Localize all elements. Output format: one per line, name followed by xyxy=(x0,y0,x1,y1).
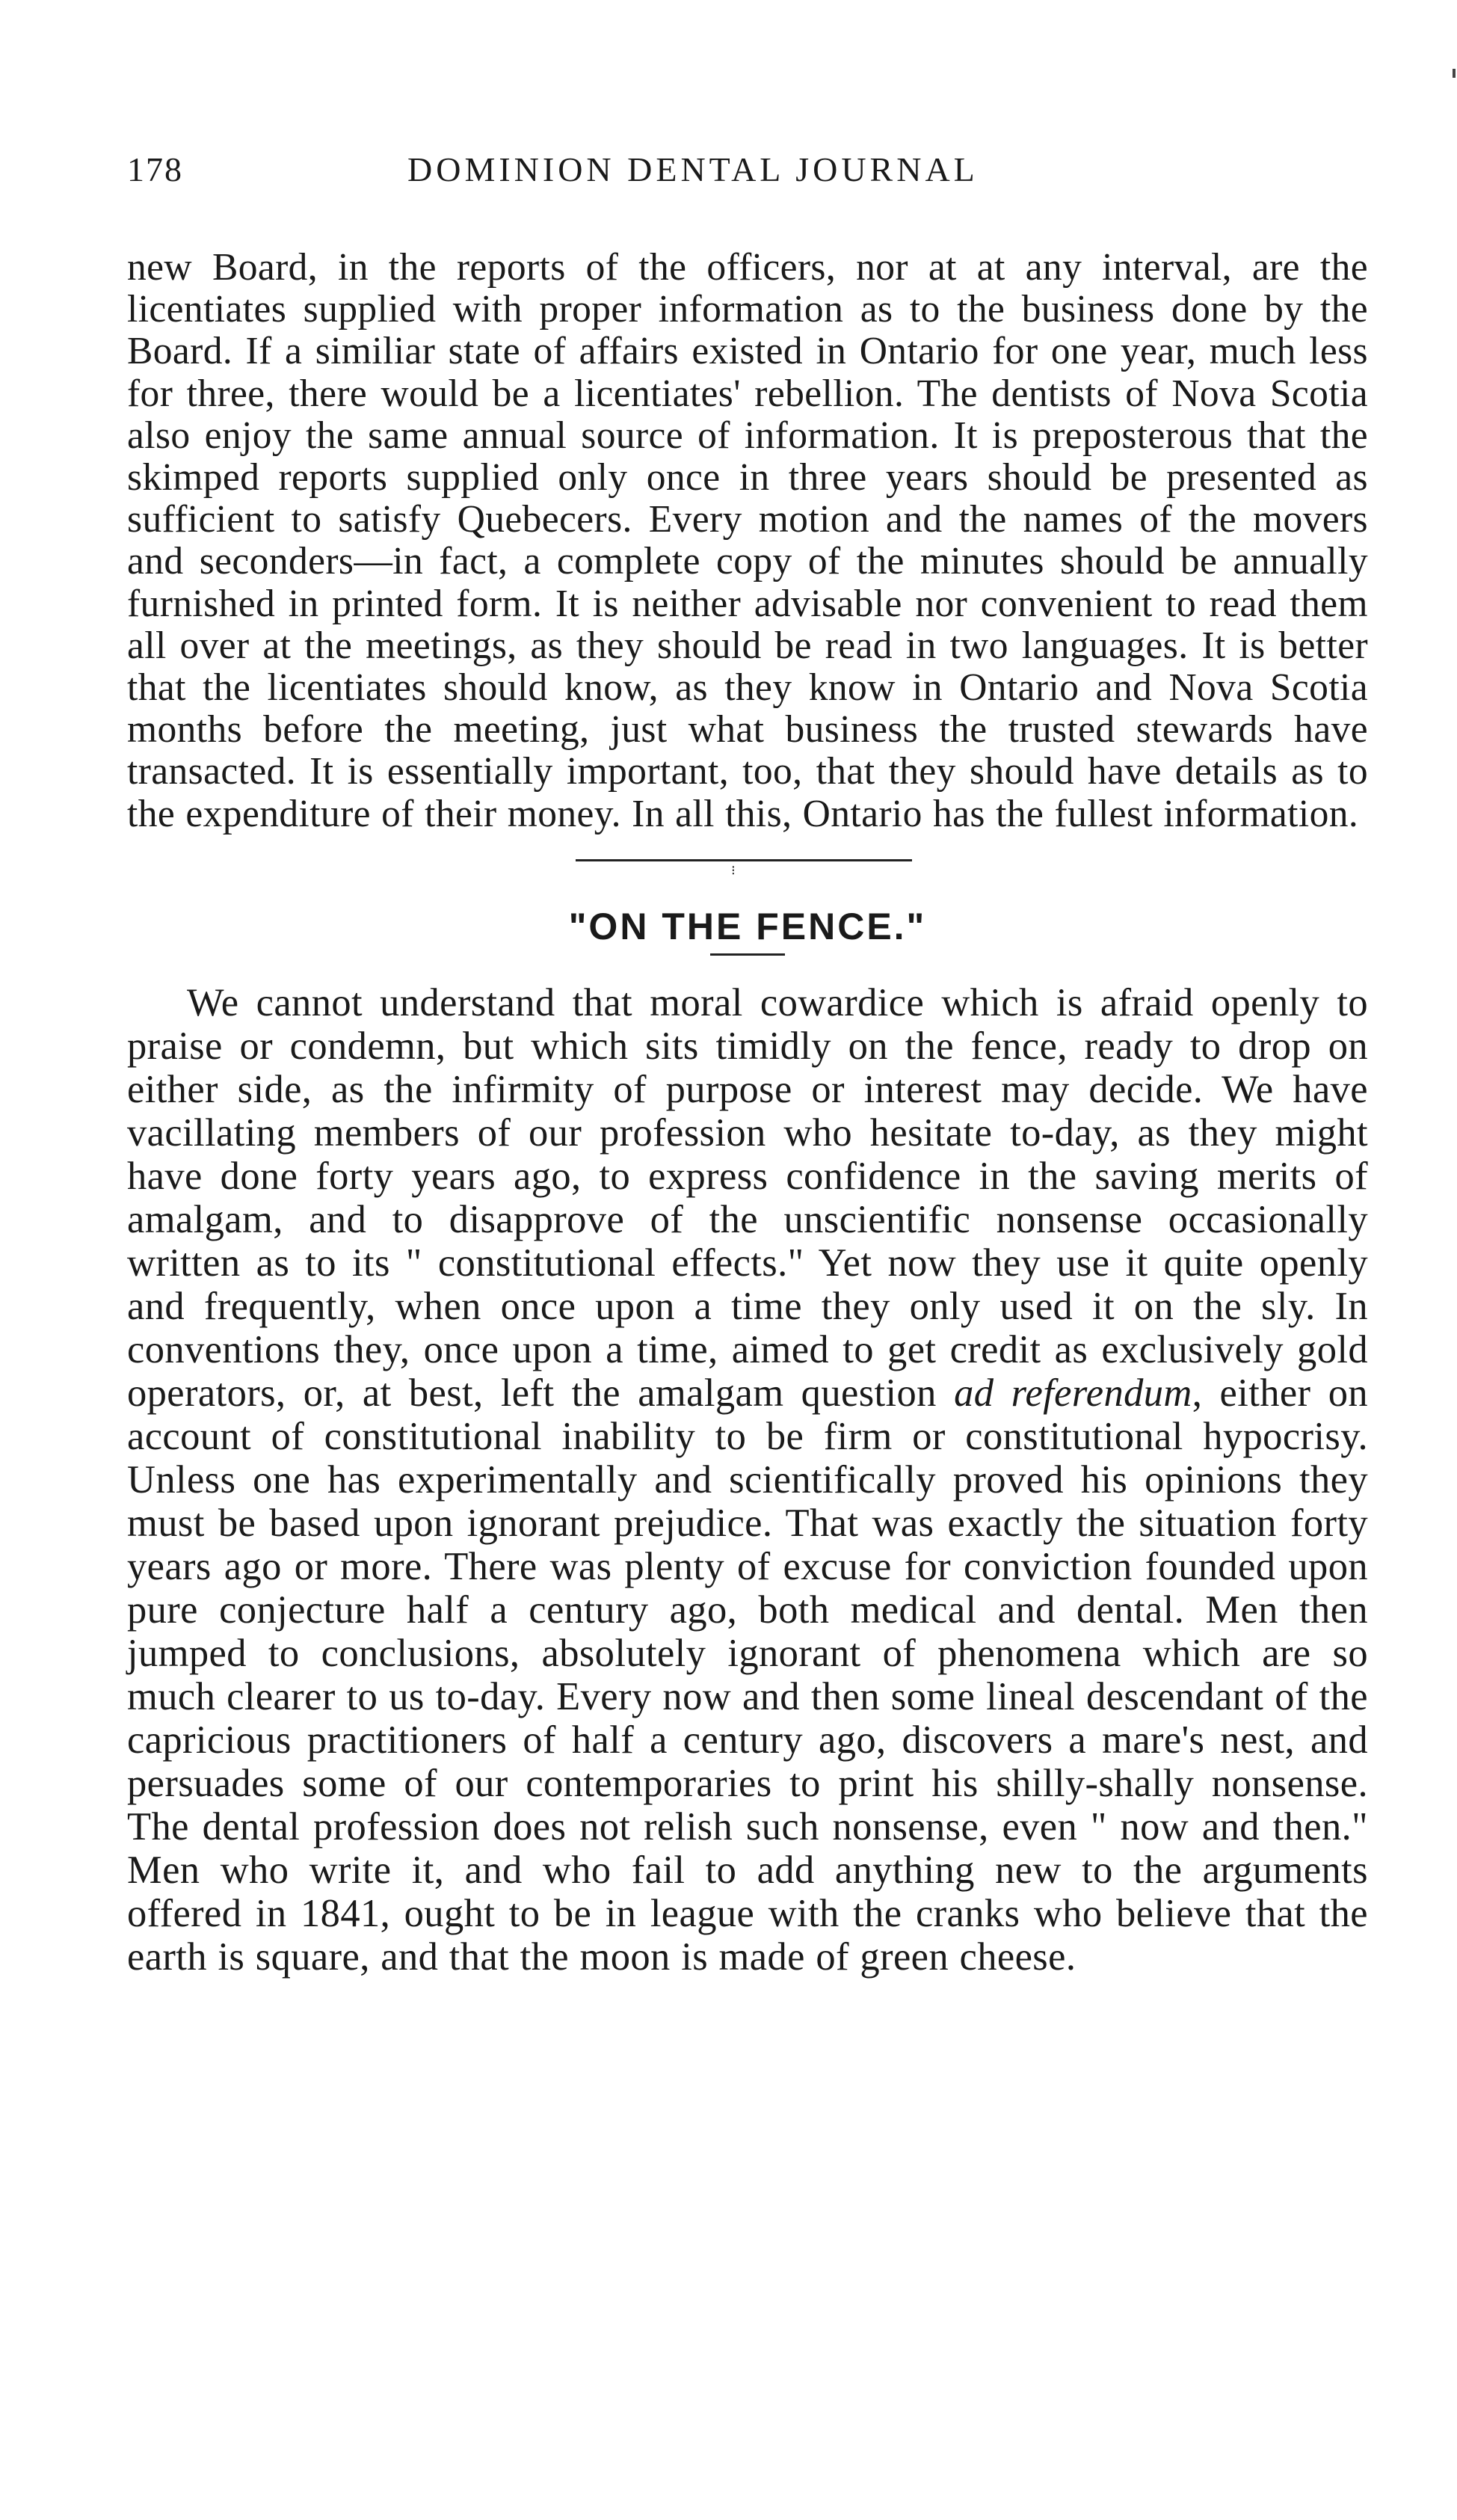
section-divider xyxy=(127,859,1368,877)
journal-page xyxy=(127,150,1368,1979)
page-edge-mark xyxy=(1453,69,1456,78)
italic-phrase: ad referendum xyxy=(954,1371,1192,1415)
divider-dot: ⁝ xyxy=(731,862,736,878)
continued-paragraph: new Board, in the reports of the officers, nor at at any interval, are the licentiates supplied with proper information as to the business done by the Board. If a similiar state of affairs existed in Ontario for one year, much less for three, there would be a licentiates' rebellion. The dentists of Nova Scotia also enjoy the same annual source of information. It is preposterous that the skimped reports supplied only once in three years should be presented as sufficient to satisfy Quebecers. Every motion and the names of the movers and seconders—in fact, a complete copy of the minutes should be annually furnished in printed form. It is neither advisable nor convenient to read them all over at the meetings, as they should be read in two languages. It is better that the licentiates should know, as they know in Ontario and Nova Scotia months before the meeting, just what business the trusted stewards have transacted. It is essentially important, too, that they should have details as to the expenditure of their money. In all this, Ontario has the fullest information. xyxy=(127,246,1368,835)
section-rule xyxy=(576,859,912,861)
section-paragraph xyxy=(127,981,1368,1979)
section-heading: "ON THE FENCE." xyxy=(568,905,927,947)
journal-title: DOMINION DENTAL JOURNAL xyxy=(407,150,979,188)
running-head xyxy=(127,150,1368,209)
paragraph-text-part-1: We cannot understand that moral cowardice which is afraid openly to praise or condemn, but which sits timidly on the fence, ready to drop on either side, as the infirmity of purpose or interest may decide. We have vacillating members of our profession who hesitate to-day, as they might have done forty years ago, to express confidence in the saving merits of amalgam, and to disapprove of the unscientific nonsense occasionally written as to its " constitutional effects." Yet now they use it quite openly and frequently, when once upon a time they only used it on the sly. In conventions they, once upon a time, aimed to get credit as exclusively gold operators, or, at best, left the amalgam question xyxy=(127,980,1368,1415)
page-number: 178 xyxy=(127,150,183,188)
heading-underline xyxy=(710,953,785,956)
paragraph-text-part-2: , either on account of constitutional inability to be firm or constitutional hypocrisy. Unless one has experimentally and scientifically proved his opinions they must be based upon ignorant prejudice. That was exactly the situation forty years ago or more. There was plenty of excuse for conviction founded upon pure conjecture half a century ago, both medical and dental. Men then jumped to conclusions, absolutely ignorant of phenomena which are so much clearer to us to-day. Every now and then some lineal descendant of the capricious practitioners of half a century ago, discovers a mare's nest, and persuades some of our contemporaries to print his shilly-shally nonsense. The dental profession does not relish such nonsense, even " now and then." Men who write it, and who fail to add anything new to the arguments offered in 1841, ought to be in league with the cranks who believe that the earth is square, and that the moon is made of green cheese. xyxy=(127,1371,1368,1979)
